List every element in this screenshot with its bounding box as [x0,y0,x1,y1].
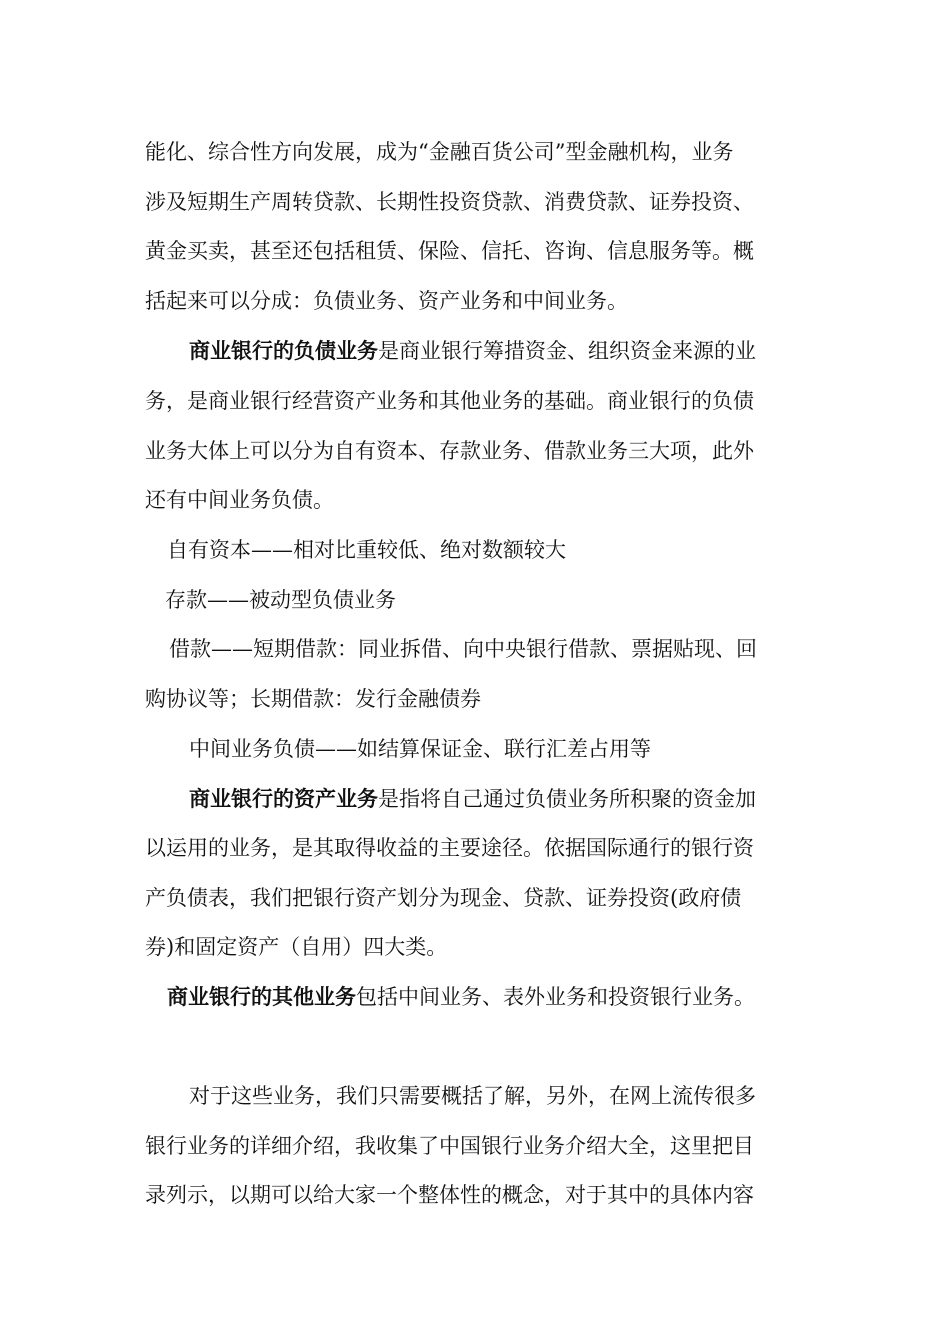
intro-line-2: 涉及短期生产周转贷款、长期性投资贷款、消费贷款、证券投资、 [145,190,754,214]
closing-line-3: 录列示，以期可以给大家一个整体性的概念，对于其中的具体内容 [145,1183,754,1207]
other-line-rest: 包括中间业务、表外业务和投资银行业务。 [356,985,755,1009]
asset-line-3: 产负债表，我们把银行资产划分为现金、贷款、证券投资(政府债 [145,886,742,910]
item-intermediary-liability: 中间业务负债——如结算保证金、联行汇差占用等 [189,737,651,761]
asset-line-2: 以运用的业务，是其取得收益的主要途径。依据国际通行的银行资 [145,836,754,860]
intro-line-3: 黄金买卖，甚至还包括租赁、保险、信托、咨询、信息服务等。概 [145,239,754,263]
other-line [167,977,810,1017]
item-own-capital: 自有资本——相对比重较低、绝对数额较大 [167,538,566,562]
asset-term: 商业银行的资产业务 [189,787,378,811]
other-term: 商业银行的其他业务 [167,985,356,1009]
liability-term: 商业银行的负债业务 [189,339,378,363]
liability-line-1 [189,331,810,371]
liability-line-2: 务，是商业银行经营资产业务和其他业务的基础。商业银行的负债 [145,389,754,413]
intro-line-1: 能化、综合性方向发展，成为“金融百货公司”型金融机构，业务 [145,140,734,164]
item-borrowings-line-1: 借款——短期借款：同业拆借、向中央银行借款、票据贴现、回 [169,637,757,661]
asset-line-4: 券)和固定资产（自用）四大类。 [145,935,448,959]
intro-line-4: 括起来可以分成：负债业务、资产业务和中间业务。 [145,289,628,313]
asset-line-1 [189,779,810,819]
liability-line-1-rest: 是商业银行筹措资金、组织资金来源的业 [378,339,756,363]
item-borrowings-line-2: 购协议等；长期借款：发行金融债券 [145,687,481,711]
liability-line-4: 还有中间业务负债。 [145,488,334,512]
asset-line-1-rest: 是指将自己通过负债业务所积聚的资金加 [378,787,756,811]
liability-line-3: 业务大体上可以分为自有资本、存款业务、借款业务三大项，此外 [145,439,754,463]
item-deposits: 存款——被动型负债业务 [165,588,396,612]
closing-line-2: 银行业务的详细介绍，我收集了中国银行业务介绍大全，这里把目 [145,1134,754,1158]
closing-line-1: 对于这些业务，我们只需要概括了解，另外，在网上流传很多 [189,1084,756,1108]
